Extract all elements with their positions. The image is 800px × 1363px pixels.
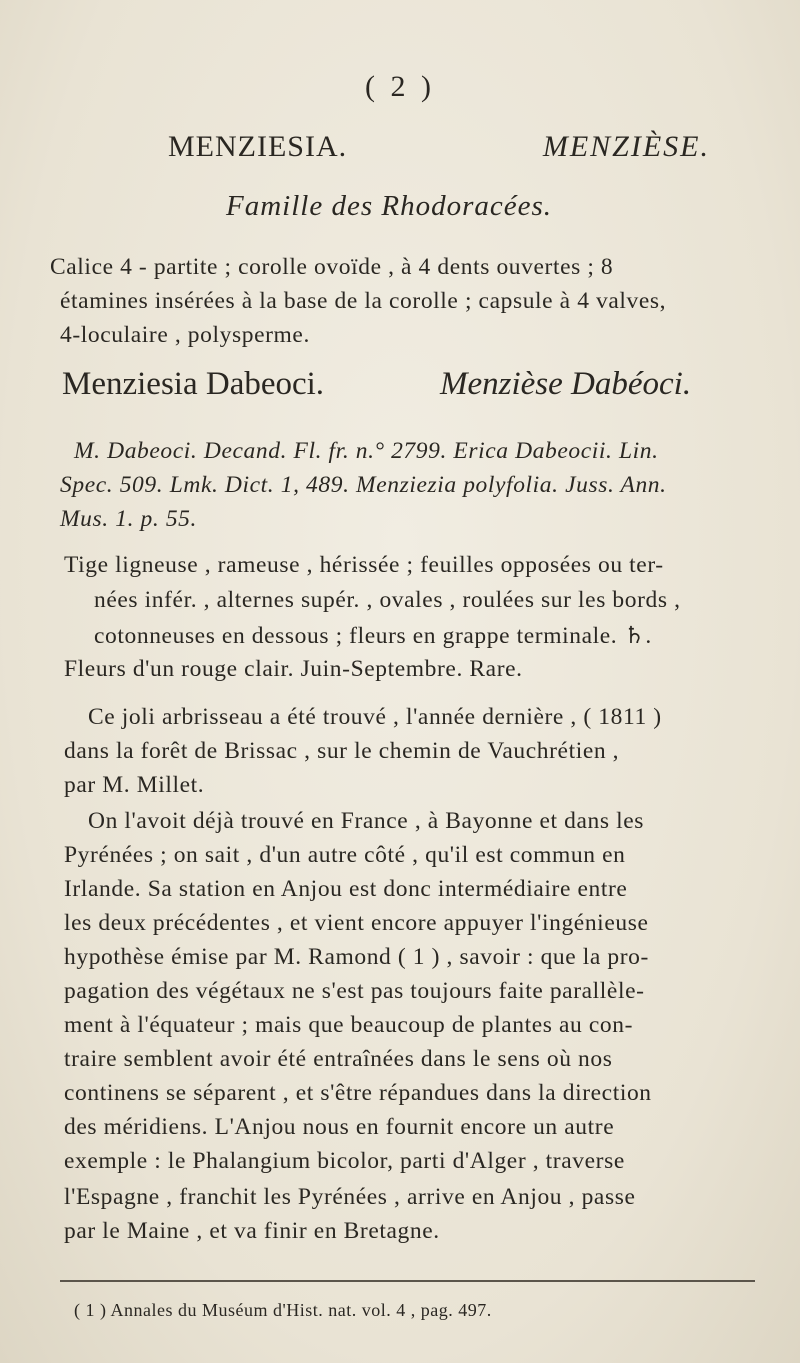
synonym-line: Spec. 509. Lmk. Dict. 1, 489. Menziezia polyfolia. Juss. Ann. — [60, 472, 667, 498]
species-french: Menzièse Dabéoci. — [440, 366, 692, 402]
body-line: dans la forêt de Brissac , sur le chemin de Vauchrétien , — [64, 738, 620, 764]
description-line: nées infér. , alternes supér. , ovales , roulées sur les bords , — [94, 587, 681, 613]
body-line: On l'avoit déjà trouvé en France , à Bayonne et dans les — [88, 808, 644, 834]
footnote: ( 1 ) Annales du Muséum d'Hist. nat. vol. 4 , pag. 497. — [74, 1300, 492, 1320]
description-line: Fleurs d'un rouge clair. Juin-Septembre. Rare. — [64, 656, 523, 682]
body-line: Ce joli arbrisseau a été trouvé , l'année dernière , ( 1811 ) — [88, 704, 662, 730]
body-line: hypothèse émise par M. Ramond ( 1 ) , savoir : que la pro- — [64, 944, 649, 970]
species-heading — [62, 366, 742, 403]
body-line: Irlande. Sa station en Anjou est donc intermédiaire entre — [64, 876, 628, 902]
genus-description-line: étamines insérées à la base de la corolle ; capsule à 4 valves, — [60, 288, 667, 314]
title-row — [168, 130, 710, 164]
body-line: exemple : le Phalangium bicolor, parti d'Alger , traverse — [64, 1148, 625, 1174]
body-line: l'Espagne , franchit les Pyrénées , arrive en Anjou , passe — [64, 1184, 636, 1210]
body-line: par M. Millet. — [64, 772, 205, 798]
footnote-rule — [60, 1280, 755, 1282]
description-line: Tige ligneuse , rameuse , hérissée ; feuilles opposées ou ter- — [64, 552, 664, 578]
body-line: Pyrénées ; on sait , d'un autre côté , qu'il est commun en — [64, 842, 626, 868]
latin-title: MENZIESIA. — [168, 130, 348, 163]
genus-description-line: Calice 4 - partite ; corolle ovoïde , à 4 dents ouvertes ; 8 — [50, 254, 614, 280]
body-line: par le Maine , et va finir en Bretagne. — [64, 1218, 440, 1244]
description-line: cotonneuses en dessous ; fleurs en grappe terminale. ♄. — [94, 623, 652, 649]
genus-description-line: 4-loculaire , polysperme. — [60, 322, 310, 348]
species-latin: Menziesia Dabeoci. — [62, 366, 325, 402]
body-line: continens se séparent , et s'être répandues dans la direction — [64, 1080, 652, 1106]
body-line: pagation des végétaux ne s'est pas toujours faite parallèle- — [64, 978, 645, 1004]
synonym-line: Mus. 1. p. 55. — [60, 506, 197, 532]
body-line: ment à l'équateur ; mais que beaucoup de plantes au con- — [64, 1012, 633, 1038]
family-line: Famille des Rhodoracées. — [226, 190, 553, 222]
synonym-line: M. Dabeoci. Decand. Fl. fr. n.° 2799. Erica Dabeocii. Lin. — [74, 438, 659, 464]
french-title: MENZIÈSE. — [542, 130, 710, 163]
body-line: les deux précédentes , et vient encore appuyer l'ingénieuse — [64, 910, 649, 936]
body-line: traire semblent avoir été entraînées dans le sens où nos — [64, 1046, 613, 1072]
page-number: ( 2 ) — [365, 70, 435, 103]
body-line: des méridiens. L'Anjou nous en fournit encore un autre — [64, 1114, 615, 1140]
